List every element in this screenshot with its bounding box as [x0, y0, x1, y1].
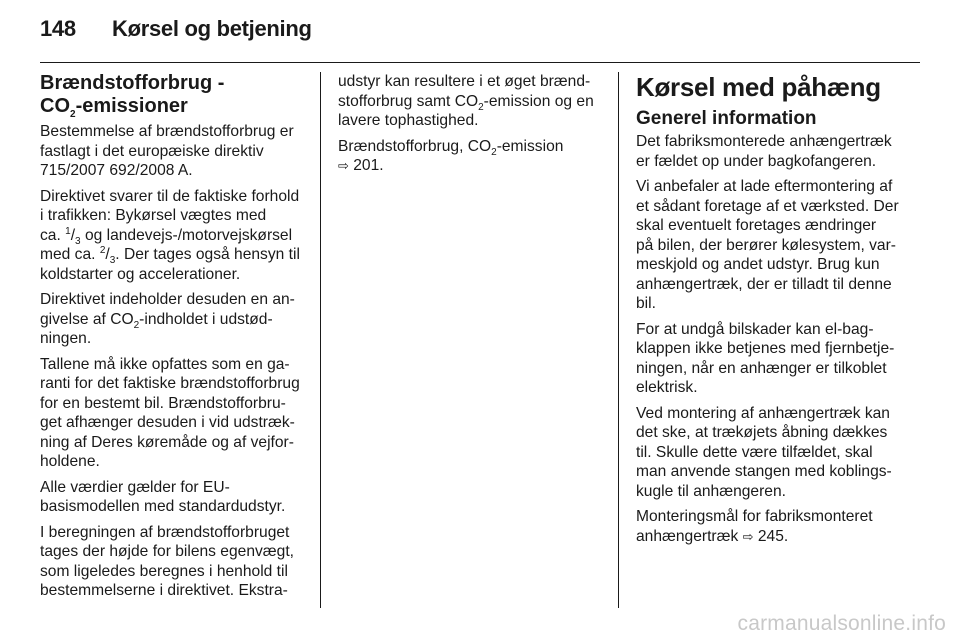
column-middle: [338, 72, 604, 182]
column-divider: [320, 72, 321, 608]
page-ref-arrow-icon: ⇨: [338, 158, 349, 173]
paragraph: For at undgå bilskader kan el-bag- klappen ikke betjenes med fjernbetje- ningen, når en anhænger er tilkoblet elektrisk.: [636, 320, 895, 396]
page-number: 148: [40, 16, 76, 41]
column-divider: [618, 72, 619, 608]
section-heading: Brændstofforbrug - $CO_2$-emissioner: [40, 72, 225, 120]
page-reference: 245.: [753, 527, 789, 545]
paragraph: Ved montering af anhængertræk kan det ske, at trækøjets åbning dækkes til. Skulle dette være tilfældet, skal man anvende stangen med koblings- kugle til anhængeren.: [636, 404, 892, 500]
column-left: [40, 72, 306, 607]
chapter-title: Kørsel med påhæng: [636, 72, 881, 102]
paragraph: I beregningen af brændstofforbruget tages der højde for bilens egenvægt, som ligeledes beregnes i henhold til bestemmelserne i direktivet. Ekstra-: [40, 523, 294, 599]
paragraph: Tallene må ikke opfattes som en ga- ranti for det faktiske brændstofforbrug for en bestemt bil. Brændstofforbru- get afhænger desuden i vid udstræk- ning af Deres køremåde og af vejfor- holdene.: [40, 355, 300, 470]
column-right: [636, 72, 902, 552]
running-section-title: Kørsel og betjening: [112, 16, 312, 41]
paragraph: Alle værdier gælder for EU- basismodellen med standardudstyr.: [40, 478, 286, 515]
paragraph: Brændstofforbrug, $CO_2$-emission ⇨ 201.: [338, 137, 564, 174]
page-reference: 201.: [348, 157, 384, 174]
paragraph: Direktivet indeholder desuden en an- givelse af $CO_2$-indholdet i udstød- ningen.: [40, 291, 295, 347]
subsection-heading: Generel information: [636, 108, 817, 129]
paragraph: Bestemmelse af brændstofforbrug er fastlagt i det europæiske direktiv 715/2007 692/2008 A.: [40, 123, 294, 179]
paragraph: Det fabriksmonterede anhængertræk er fældet op under bagkofangeren.: [636, 133, 892, 170]
paragraph: Direktivet svarer til de faktiske forhold i trafikken: Bykørsel vægtes med ca. $^1/_3$ og landevejs-/motorvejskørsel med ca. $^2/_3$. Der tages også hensyn til koldstarter og accelerationer.: [40, 187, 300, 283]
watermark: carmanualsonline.info: [737, 612, 946, 635]
page-header: [40, 16, 312, 50]
page-ref-arrow-icon: ⇨: [742, 528, 754, 544]
paragraph: Monteringsmål for fabriksmonteret anhængertræk ⇨ 245.: [636, 508, 873, 545]
header-rule: [40, 62, 920, 63]
paragraph: udstyr kan resultere i et øget brænd- stofforbrug samt $CO_2$-emission og en lavere tophastighed.: [338, 73, 594, 129]
paragraph: Vi anbefaler at lade eftermontering af et sådant foretage af et værksted. Der skal eventuelt foretages ændringer på bilen, der berører kølesystem, var- meskjold og andet udstyr. Brug kun anhængertræk, der er tilladt til denne bil.: [636, 178, 899, 312]
